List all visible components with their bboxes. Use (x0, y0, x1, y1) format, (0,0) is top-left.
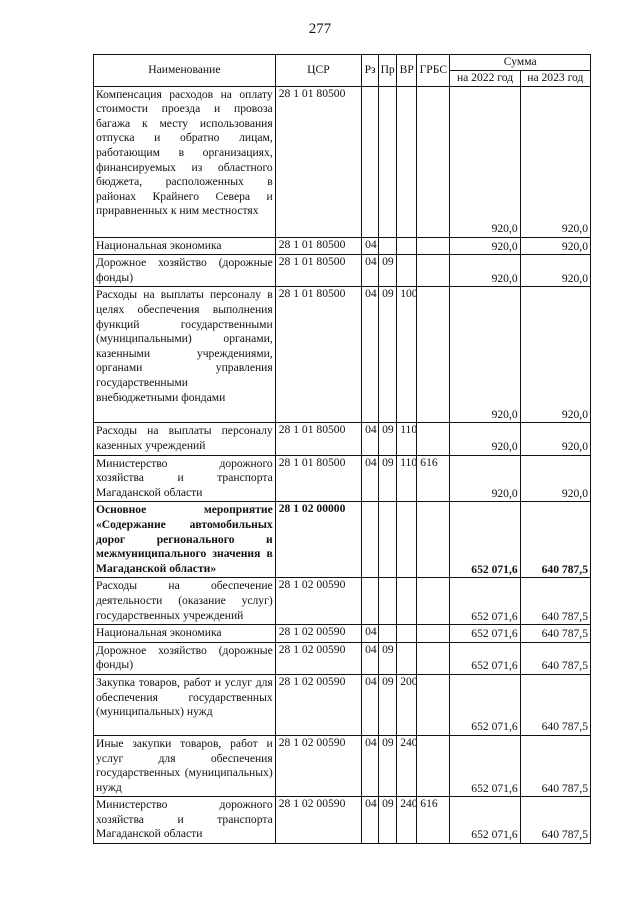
row-sum-2022: 652 071,6 (450, 625, 520, 643)
row-csr: 28 1 01 80500 (275, 287, 361, 423)
row-grbs (417, 237, 450, 255)
row-sum-2022: 652 071,6 (450, 735, 520, 796)
row-name: Дорожное хозяйство (дорожные фонды) (94, 642, 276, 674)
row-vr: 110 (397, 455, 417, 502)
row-sum-2022: 652 071,6 (450, 578, 520, 625)
row-grbs (417, 255, 450, 287)
row-name: Министерство дорожного хозяйства и транспорта Магаданской области (94, 455, 276, 502)
row-rz: 04 (362, 735, 379, 796)
row-rz: 04 (362, 797, 379, 844)
header-vr: ВР (397, 55, 417, 87)
row-vr: 100 (397, 287, 417, 423)
row-pr: 09 (379, 735, 397, 796)
row-name: Основное мероприятие «Содержание автомобильных дорог регионального и межмуниципального значения в Магаданской области» (94, 502, 276, 578)
row-sum-2022: 652 071,6 (450, 642, 520, 674)
row-vr: 240 (397, 797, 417, 844)
table-row (94, 735, 591, 796)
row-sum-2023: 640 787,5 (520, 502, 590, 578)
row-grbs: 616 (417, 455, 450, 502)
table-row (94, 797, 591, 844)
row-vr (397, 625, 417, 643)
row-csr: 28 1 02 00590 (275, 642, 361, 674)
row-csr: 28 1 02 00590 (275, 674, 361, 735)
row-pr (379, 502, 397, 578)
page-number: 277 (308, 21, 332, 37)
table-row (94, 255, 591, 287)
row-pr: 09 (379, 674, 397, 735)
row-csr: 28 1 02 00590 (275, 797, 361, 844)
row-vr: 110 (397, 423, 417, 455)
header-pr: Пр (379, 55, 397, 87)
row-rz: 04 (362, 237, 379, 255)
row-grbs (417, 625, 450, 643)
header-year-2023: на 2023 год (520, 71, 590, 87)
table-row (94, 674, 591, 735)
header-grbs: ГРБС (417, 55, 450, 87)
table-row (94, 502, 591, 578)
row-sum-2023: 640 787,5 (520, 797, 590, 844)
header-csr: ЦСР (275, 55, 361, 87)
row-pr: 09 (379, 423, 397, 455)
row-name: Иные закупки товаров, работ и услуг для обеспечения государственных (муниципальных) нужд (94, 735, 276, 796)
row-csr: 28 1 01 80500 (275, 455, 361, 502)
table-row (94, 625, 591, 643)
row-vr (397, 86, 417, 237)
row-grbs (417, 735, 450, 796)
row-vr (397, 642, 417, 674)
row-csr: 28 1 01 80500 (275, 237, 361, 255)
row-csr: 28 1 01 80500 (275, 423, 361, 455)
row-name: Расходы на обеспечение деятельности (оказание услуг) государственных учреждений (94, 578, 276, 625)
row-vr: 240 (397, 735, 417, 796)
row-pr (379, 578, 397, 625)
row-sum-2023: 920,0 (520, 237, 590, 255)
row-sum-2022: 920,0 (450, 287, 520, 423)
row-sum-2023: 920,0 (520, 455, 590, 502)
row-rz: 04 (362, 423, 379, 455)
row-name: Расходы на выплаты персоналу в целях обеспечения выполнения функций государственными (муниципальными) органами, казенными учреждениями, органами управления государственными внебюджетными фондами (94, 287, 276, 423)
row-vr: 200 (397, 674, 417, 735)
row-rz (362, 502, 379, 578)
row-sum-2023: 640 787,5 (520, 642, 590, 674)
table-row (94, 578, 591, 625)
table-row (94, 423, 591, 455)
row-sum-2023: 640 787,5 (520, 674, 590, 735)
row-pr (379, 86, 397, 237)
row-sum-2023: 920,0 (520, 287, 590, 423)
row-sum-2023: 640 787,5 (520, 735, 590, 796)
row-name: Дорожное хозяйство (дорожные фонды) (94, 255, 276, 287)
row-sum-2023: 640 787,5 (520, 625, 590, 643)
row-sum-2022: 920,0 (450, 455, 520, 502)
row-grbs (417, 86, 450, 237)
row-pr: 09 (379, 287, 397, 423)
row-pr: 09 (379, 797, 397, 844)
row-sum-2023: 920,0 (520, 86, 590, 237)
row-sum-2023: 920,0 (520, 423, 590, 455)
row-name: Компенсация расходов на оплату стоимости проезда и провоза багажа к месту использования отпуска и обратно лицам, работающим в организациях, финансируемых из областного бюджета, расположенных в районах Крайнего Севера и приравненных к ним местностях (94, 86, 276, 237)
row-vr (397, 237, 417, 255)
row-rz (362, 578, 379, 625)
row-vr (397, 578, 417, 625)
row-rz: 04 (362, 674, 379, 735)
row-vr (397, 502, 417, 578)
row-grbs (417, 502, 450, 578)
row-sum-2023: 920,0 (520, 255, 590, 287)
row-vr (397, 255, 417, 287)
row-grbs (417, 642, 450, 674)
row-rz: 04 (362, 255, 379, 287)
row-pr: 09 (379, 255, 397, 287)
row-sum-2022: 652 071,6 (450, 797, 520, 844)
row-pr (379, 625, 397, 643)
row-pr: 09 (379, 642, 397, 674)
row-sum-2022: 920,0 (450, 237, 520, 255)
header-sum: Сумма (450, 55, 591, 71)
table-row (94, 287, 591, 423)
row-grbs (417, 578, 450, 625)
row-sum-2022: 652 071,6 (450, 674, 520, 735)
row-csr: 28 1 02 00590 (275, 735, 361, 796)
row-csr: 28 1 01 80500 (275, 86, 361, 237)
row-pr: 09 (379, 455, 397, 502)
row-csr: 28 1 02 00590 (275, 625, 361, 643)
row-csr: 28 1 02 00000 (275, 502, 361, 578)
row-grbs (417, 423, 450, 455)
row-rz (362, 86, 379, 237)
row-sum-2022: 920,0 (450, 255, 520, 287)
table-body (94, 86, 591, 843)
table-row (94, 455, 591, 502)
header-rz: Рз (362, 55, 379, 87)
row-rz: 04 (362, 642, 379, 674)
table-row (94, 237, 591, 255)
row-name: Закупка товаров, работ и услуг для обеспечения государственных (муниципальных) нужд (94, 674, 276, 735)
row-sum-2022: 920,0 (450, 86, 520, 237)
row-grbs: 616 (417, 797, 450, 844)
row-name: Расходы на выплаты персоналу казенных учреждений (94, 423, 276, 455)
row-grbs (417, 287, 450, 423)
header-year-2022: на 2022 год (450, 71, 520, 87)
row-grbs (417, 674, 450, 735)
table-row (94, 642, 591, 674)
row-pr (379, 237, 397, 255)
row-csr: 28 1 01 80500 (275, 255, 361, 287)
row-rz: 04 (362, 287, 379, 423)
row-rz: 04 (362, 625, 379, 643)
row-name: Национальная экономика (94, 625, 276, 643)
budget-table (93, 54, 591, 844)
row-rz: 04 (362, 455, 379, 502)
row-csr: 28 1 02 00590 (275, 578, 361, 625)
row-name: Национальная экономика (94, 237, 276, 255)
row-sum-2023: 640 787,5 (520, 578, 590, 625)
table-row (94, 86, 591, 237)
row-name: Министерство дорожного хозяйства и транспорта Магаданской области (94, 797, 276, 844)
row-sum-2022: 652 071,6 (450, 502, 520, 578)
header-name: Наименование (94, 55, 276, 87)
row-sum-2022: 920,0 (450, 423, 520, 455)
